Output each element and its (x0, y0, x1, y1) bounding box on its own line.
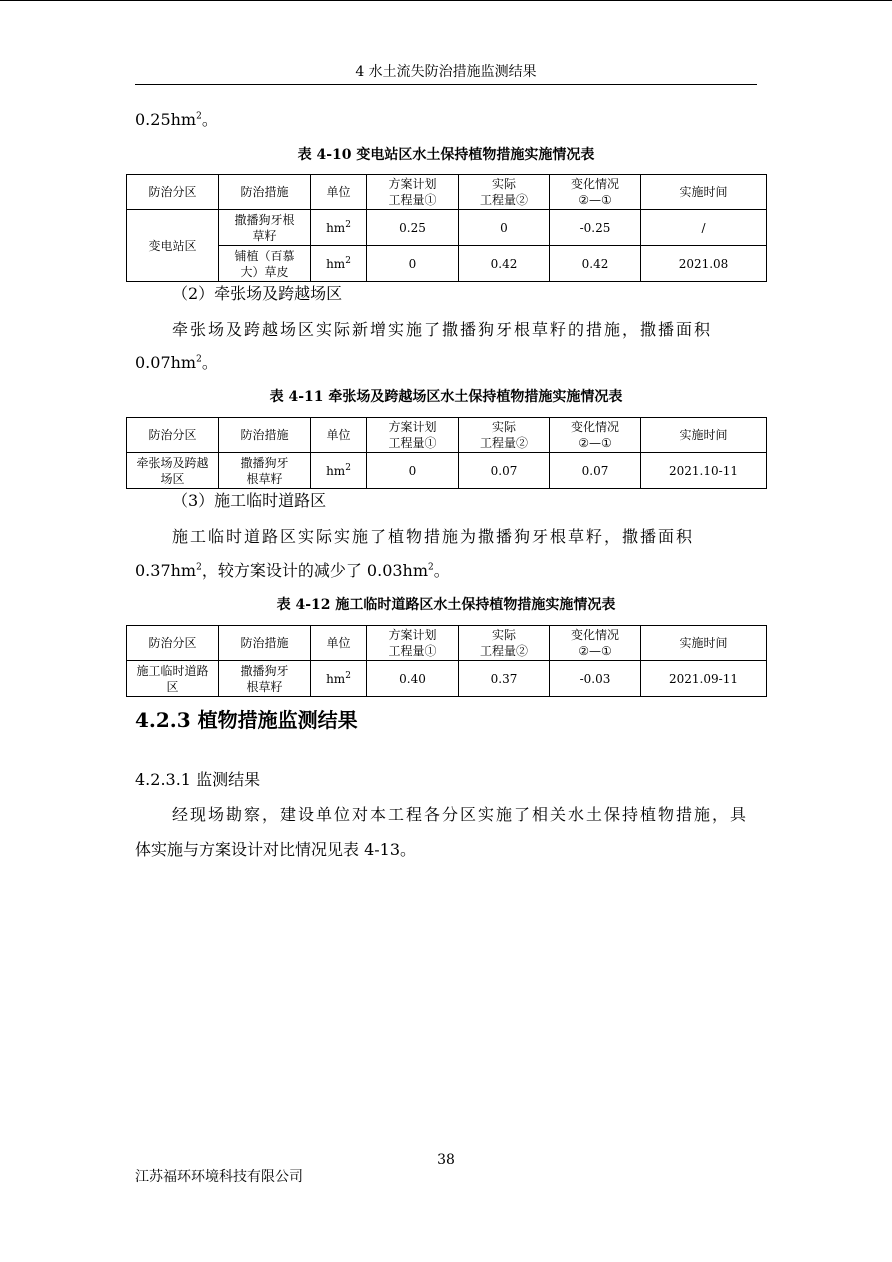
col-header: 实际 工程量② (459, 175, 550, 210)
page-number: 38 (437, 1152, 455, 1168)
zone-cell: 牵张场及跨越 场区 (127, 453, 219, 489)
section-4-2-3-para-line1: 经现场勘察，建设单位对本工程各分区实施了相关水土保持植物措施，具 (172, 805, 749, 824)
section-3-title: （3）施工临时道路区 (172, 491, 327, 510)
col-header: 方案计划 工程量① (367, 418, 459, 453)
planned-cell: 0.25 (367, 210, 459, 246)
table-4-12 (126, 625, 767, 697)
col-header: 变化情况 ②—① (550, 418, 641, 453)
col-header: 单位 (311, 626, 367, 661)
change-cell: -0.03 (550, 661, 641, 697)
section-3-para-line1: 施工临时道路区实际实施了植物措施为撒播狗牙根草籽，撒播面积 (172, 527, 695, 546)
unit-cell: $hm^2$ (311, 453, 367, 489)
col-header: 实施时间 (641, 418, 767, 453)
col-header: 防治措施 (219, 175, 311, 210)
change-cell: 0.42 (550, 246, 641, 282)
col-header: 方案计划 工程量① (367, 175, 459, 210)
table-4-10 (126, 174, 767, 282)
time-cell: / (641, 210, 767, 246)
table-header-row (127, 175, 767, 210)
col-header: 单位 (311, 175, 367, 210)
actual-cell: 0.07 (459, 453, 550, 489)
measure-cell: 撒播狗牙根 草籽 (219, 210, 311, 246)
col-header: 防治分区 (127, 626, 219, 661)
col-header: 防治措施 (219, 626, 311, 661)
planned-cell: 0 (367, 453, 459, 489)
running-header: 4 水土流失防治措施监测结果 (135, 63, 757, 85)
unit-cell: $hm^2$ (311, 661, 367, 697)
table-row (127, 661, 767, 697)
change-cell: 0.07 (550, 453, 641, 489)
col-header: 实施时间 (641, 626, 767, 661)
col-header: 变化情况 ②—① (550, 626, 641, 661)
table-row (127, 210, 767, 246)
col-header: 防治措施 (219, 418, 311, 453)
measure-cell: 撒播狗牙 根草籽 (219, 661, 311, 697)
planned-cell: 0 (367, 246, 459, 282)
zone-cell: 施工临时道路 区 (127, 661, 219, 697)
footer-company: 江苏福环环境科技有限公司 (135, 1169, 303, 1185)
time-cell: 2021.10-11 (641, 453, 767, 489)
col-header: 实施时间 (641, 175, 767, 210)
measure-cell: 铺植（百慕 大）草皮 (219, 246, 311, 282)
section-4-2-3-heading: 4.2.3 植物措施监测结果 (135, 708, 358, 732)
col-header: 防治分区 (127, 175, 219, 210)
planned-cell: 0.40 (367, 661, 459, 697)
col-header: 防治分区 (127, 418, 219, 453)
col-header: 变化情况 ②—① (550, 175, 641, 210)
time-cell: 2021.08 (641, 246, 767, 282)
page-top-border (0, 0, 892, 1)
table-row (127, 246, 767, 282)
table-4-10-caption: 表 4-10 变电站区水土保持植物措施实施情况表 (297, 147, 595, 163)
table-4-12-caption: 表 4-12 施工临时道路区水土保持植物措施实施情况表 (276, 597, 616, 613)
zone-cell: 变电站区 (127, 210, 219, 282)
table-4-11-caption: 表 4-11 牵张场及跨越场区水土保持植物措施实施情况表 (269, 389, 623, 405)
section-2-para-line2: $0.07hm^2$。 (135, 353, 218, 372)
time-cell: 2021.09-11 (641, 661, 767, 697)
section-4-2-3-para-line2: 体实施与方案设计对比情况见表 4-13。 (135, 840, 417, 859)
intro-line: $0.25hm^2$。 (135, 110, 218, 129)
col-header: 方案计划 工程量① (367, 626, 459, 661)
actual-cell: 0.42 (459, 246, 550, 282)
section-4-2-3-1-heading: 4.2.3.1 监测结果 (135, 770, 261, 789)
actual-cell: 0.37 (459, 661, 550, 697)
col-header: 实际 工程量② (459, 626, 550, 661)
unit-cell: $hm^2$ (311, 246, 367, 282)
measure-cell: 撒播狗牙 根草籽 (219, 453, 311, 489)
section-2-title: （2）牵张场及跨越场区 (172, 284, 343, 303)
table-4-11 (126, 417, 767, 489)
col-header: 实际 工程量② (459, 418, 550, 453)
change-cell: -0.25 (550, 210, 641, 246)
table-header-row (127, 418, 767, 453)
table-header-row (127, 626, 767, 661)
table-row (127, 453, 767, 489)
section-2-para-line1: 牵张场及跨越场区实际新增实施了撒播狗牙根草籽的措施，撒播面积 (172, 320, 713, 339)
unit-cell: $hm^2$ (311, 210, 367, 246)
actual-cell: 0 (459, 210, 550, 246)
col-header: 单位 (311, 418, 367, 453)
section-3-para-line2: $0.37hm^2$，较方案设计的减少了 $0.03hm^2$。 (135, 561, 450, 580)
